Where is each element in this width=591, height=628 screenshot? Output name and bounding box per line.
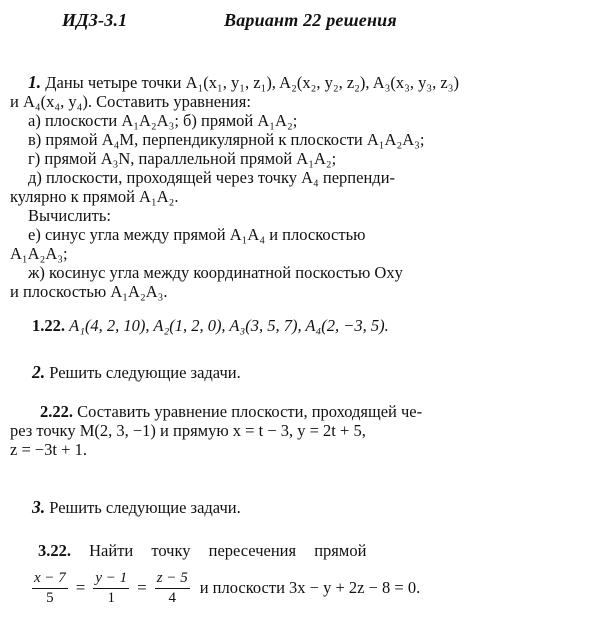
task1-variant-points: A₁(4, 2, 10), A₂(1, 2, 0), A₃(3, 5, 7), A₄(2, −3, 5). <box>69 316 389 335</box>
task1-line-11: ж) косинус угла между координатной поскостью Oxy <box>28 263 403 282</box>
task1-line-8: Вычислить: <box>28 206 111 225</box>
fraction-z: $\frac{z - 5}{4}$ <box>156 569 188 606</box>
task2-heading: 2. Решить следующие задачи. <box>32 362 241 382</box>
task1-line-6: д) плоскости, проходящей через точку A₄ перпенди- <box>28 168 396 187</box>
plane-equation: и плоскости 3x − y + 2z − 8 = 0. <box>199 578 421 597</box>
task3-variant-line-1: 3.22. Найти точку пересечения прямой <box>38 541 367 560</box>
task1-line-7: кулярно к прямой A₁A₂. <box>10 187 179 206</box>
task2-number: 2. <box>32 362 46 382</box>
task2-variant-line-3: z = −3t + 1. <box>10 440 87 459</box>
header-title: ИДЗ-3.1 <box>62 10 128 30</box>
task1-line-12: и плоскостью A₁A₂A₃. <box>10 282 168 301</box>
page-header <box>62 10 397 31</box>
task3-variant-number: 3.22. <box>38 541 71 560</box>
task2-variant-number: 2.22. <box>40 402 73 421</box>
header-variant: Вариант 22 решения <box>224 10 397 30</box>
task1-variant-number: 1.22. <box>32 316 65 335</box>
task1-line-1: 1. Даны четыре точки A₁(x₁, y₁, z₁), A₂(x₂, y₂, z₂), A₃(x₃, y₃, z₃) <box>28 72 459 92</box>
task1-line-9: е) синус угла между прямой A₁A₄ и плоскостью <box>28 225 366 244</box>
task1-line-10: A₁A₂A₃; <box>10 244 68 263</box>
task1-line-5: г) прямой A₃N, параллельной прямой A₁A₂; <box>28 149 337 168</box>
task1-line-3: а) плоскости A₁A₂A₃; б) прямой A₁A₂; <box>28 111 298 130</box>
task3-number: 3. <box>32 497 46 517</box>
fraction-x: $\frac{x - 7}{5}$ <box>34 569 66 606</box>
task1-line-2: и A₄(x₄, y₄). Составить уравнения: <box>10 92 251 111</box>
task2-variant-line-2: рез точку M(2, 3, −1) и прямую x = t − 3, y = 2t + 5, <box>10 421 366 440</box>
task1-number: 1. <box>28 72 42 92</box>
task1-line-4: в) прямой A₄M, перпендикулярной к плоскости A₁A₂A₃; <box>28 130 425 149</box>
fraction-y: $\frac{y - 1}{1}$ <box>95 569 128 606</box>
task3-heading: 3. Решить следующие задачи. <box>32 497 241 517</box>
task1-variant <box>32 316 389 335</box>
line-equation: $\frac{x - 7}{5}$ = $\frac{y - 1}{1}$ = $\frac{z - 5}{4}$ и плоскости 3x − y + 2z − 8 = 0. <box>34 569 421 606</box>
task2-variant-line-1: 2.22. Составить уравнение плоскости, проходящей че- <box>40 402 423 421</box>
